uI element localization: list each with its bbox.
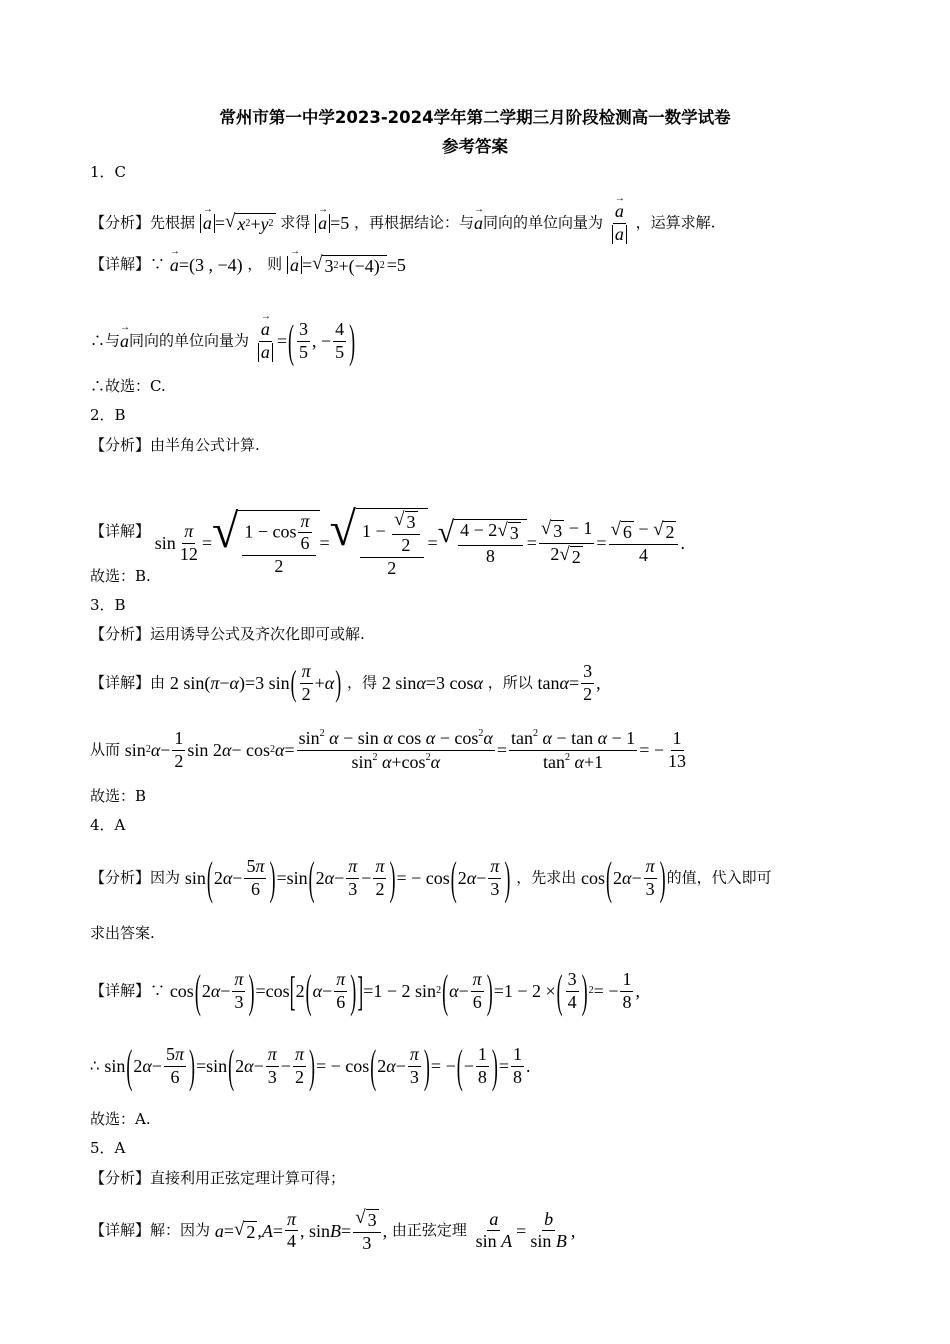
q4-analysis: 【分析】因为 sin ( 2 α − $\frac{5\pi}{6}$ ) =sin ( 2 α − $\frac{\pi}{3}$ − $\frac{\pi}{2}$ ) = − cos ( 2 α − $\frac{\pi}{3}$ ) ，先求出 cos ( 2 α − $\frac{\pi}{3}$ ) 的值，代入即可 <box>90 852 772 905</box>
q3-analysis: 【分析】运用诱导公式及齐次化即可或解. <box>90 625 365 643</box>
q3-detail: 【详解】由 2 sin( π − α )=3 sin ( $\frac{\pi}{2}$ + α ) ，得 2 sin α =3 cos α ，所以 tan α = $\frac{3}{2}$ , <box>90 661 601 704</box>
q4-result: ∴ sin ( 2 α − $\frac{5\pi}{6}$ ) =sin ( 2 α − $\frac{\pi}{3}$ − $\frac{\pi}{2}$ ) = − cos ( 2 α − $\frac{\pi}{3}$ ) = − ( − $\frac{1}{8}$ ) = $\frac{1}{8}$ . <box>90 1040 531 1093</box>
q1-analysis: 【分析】先根据 → a = √ x 2 + y 2 求得 → a =5 ，再根据结论：与 → a 同向的单位向量为 → $\frac{a}{a}$ ，运算求解. <box>90 202 715 245</box>
q5-detail: 【详解】解：因为 a = √ 2 , A = $\frac{\pi}{4}$ , sin B = √ 3 3 , 由正弦定理 $\frac{a}{\text{sin A}}$ = $\frac{b}{\text{sin B}}$ , <box>90 1207 576 1253</box>
q2-answer: 2．B <box>90 406 126 424</box>
q1-detail: 【详解】∵ → a =(3 , −4) ， 则 → a = √ 3 2 +(−4) 2 =5 <box>90 254 406 275</box>
document-subtitle: 参考答案 <box>442 137 508 156</box>
q3-derivation: 从而 sin 2 α − $\frac{1}{2}$ sin 2 α − cos 2 α = $\frac{\sin^2 \alpha - \sin \alpha \cos \alpha - \cos^2\alpha}{\sin^2 \alpha+\cos^2\alpha}$ = $\frac{\tan^2 \alpha - \tan \alpha - 1}{\tan^2 \alpha+1}$ = − $\frac{1}{13}$ <box>90 728 686 772</box>
q2-analysis: 【分析】由半角公式计算. <box>90 436 260 454</box>
q4-answer: 4．A <box>90 816 126 834</box>
q5-answer: 5．A <box>90 1139 126 1157</box>
q4-analysis-cont: 求出答案. <box>90 924 155 942</box>
q1-choose: ∴故选：C. <box>90 377 166 395</box>
q1-answer: 1．C <box>90 163 127 181</box>
q4-choose: 故选：A. <box>90 1110 151 1128</box>
q3-choose: 故选：B <box>90 787 147 805</box>
q4-detail: 【详解】∵ cos ( 2 α − $\frac{\pi}{3}$ ) =cos [ 2 ( α − $\frac{\pi}{6}$ ) ] =1 − 2 sin 2 ( α − $\frac{\pi}{6}$ ) =1 − 2 × ( $\frac{3}{4}$ ) 2 = − $\frac{1}{8}$ , <box>90 965 640 1018</box>
q2-choose: 故选：B. <box>90 567 151 585</box>
q3-answer: 3．B <box>90 596 126 614</box>
q5-analysis: 【分析】直接利用正弦定理计算可得； <box>90 1169 346 1187</box>
q2-detail: 【详解】 sin $\frac{\pi}{12}$ = √ 1 − cos $\frac{\pi}{6}$ 2 = √ 1 − √ 3 2 2 = √ 4 − 2 √ 3 8 = √ 3 − 1 2 √ 2 = √ 6 − √ 2 4 . <box>90 503 685 578</box>
document-title: 常州市第一中学2023-2024学年第二学期三月阶段检测高一数学试卷 <box>219 108 731 127</box>
q1-unit-vector: ∴与 → a 同向的单位向量为 → $\frac{a}{a}$ = ( $\frac{3}{5}$ , − $\frac{4}{5}$ ) <box>90 320 356 363</box>
